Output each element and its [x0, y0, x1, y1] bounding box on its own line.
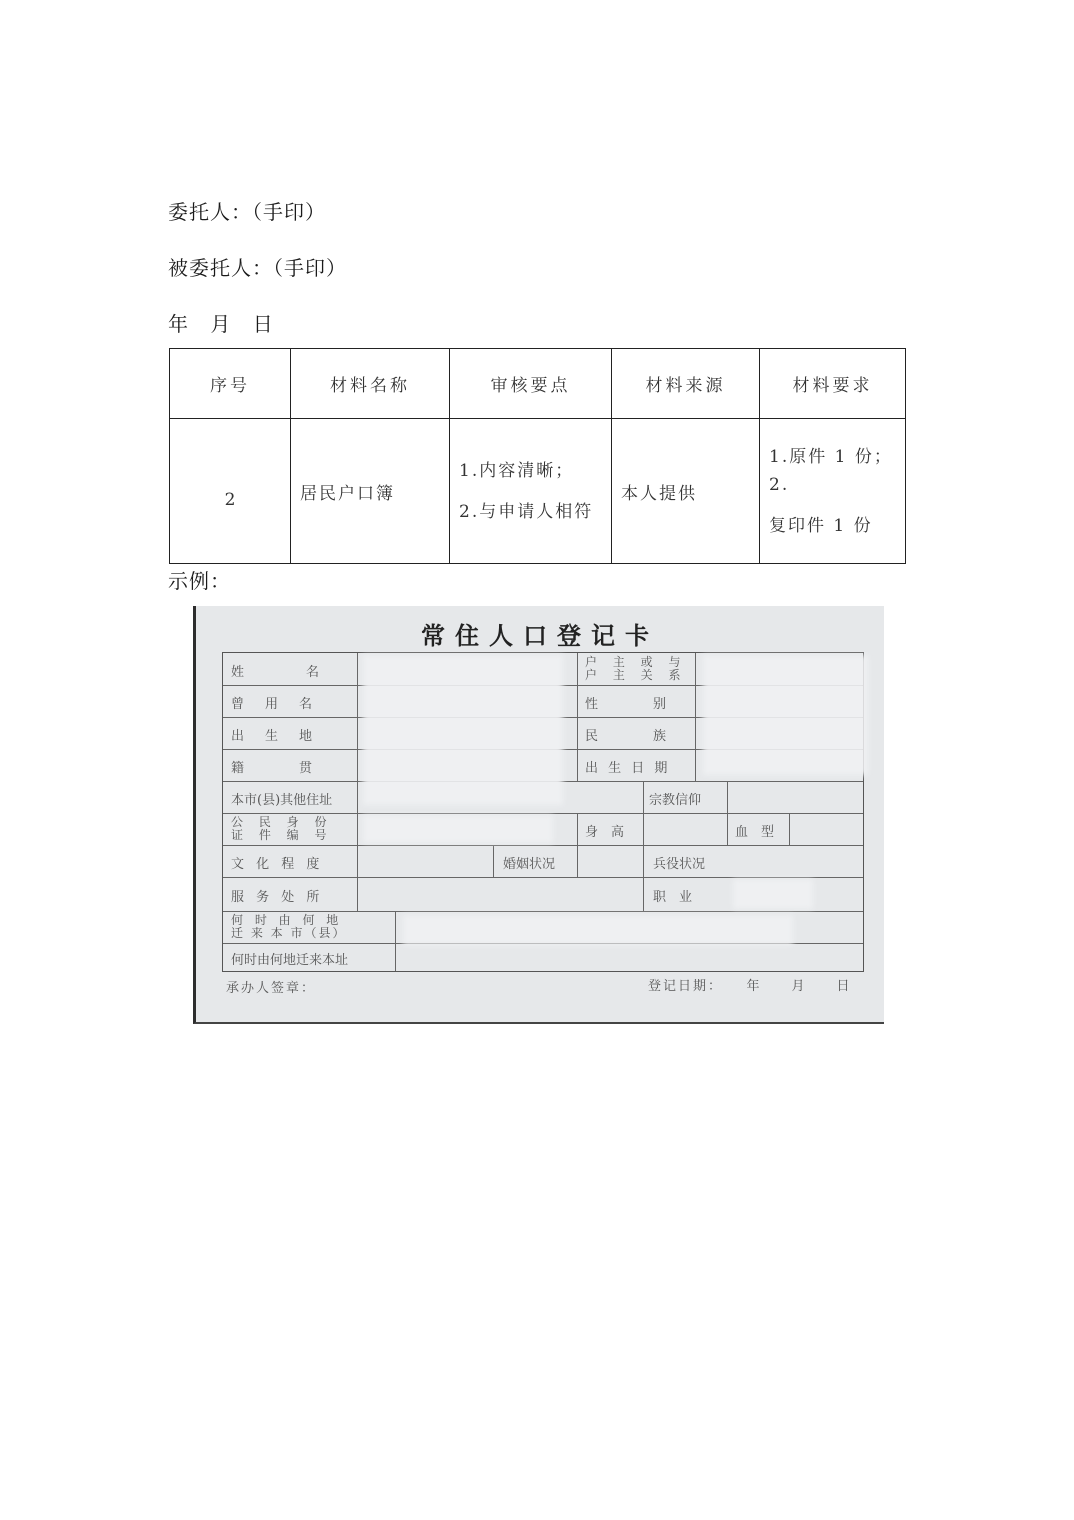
cell-material-name: 居民户口簿	[291, 419, 450, 564]
label-occupation: 职 业	[653, 890, 693, 905]
label-relation-1: 户 主 或 与	[585, 655, 687, 669]
cell-index: 2	[170, 419, 291, 564]
label-birth-date: 出 生 日 期	[585, 761, 671, 776]
review-point-1: 1.内容清晰；	[459, 460, 575, 481]
label-moved-address: 何时由何地迁来本址	[231, 953, 349, 968]
cell-review-points	[450, 419, 612, 564]
label-name: 姓 名	[231, 665, 322, 680]
label-height: 身 高	[585, 825, 625, 840]
principal-line: 委托人：（手印）	[168, 200, 326, 224]
grid-line	[695, 653, 696, 781]
materials-table	[169, 348, 906, 564]
label-moved-2: 迁 来 本 市（县）	[231, 926, 347, 940]
label-moved-1: 何 时 由 何 地	[231, 913, 343, 927]
example-label: 示例：	[168, 569, 231, 593]
redaction-blur	[403, 915, 793, 945]
card-registration-date: 登记日期： 年 月 日	[648, 979, 852, 994]
label-blood-type: 血 型	[735, 825, 775, 840]
card-grid	[222, 652, 864, 972]
grid-line	[223, 845, 863, 846]
label-military: 兵役状况	[653, 857, 706, 872]
grid-line	[493, 845, 494, 877]
label-id-1: 公 民 身 份	[231, 815, 333, 829]
requirement-1: 1.原件 1 份；2.	[769, 446, 893, 495]
registration-card-image	[193, 606, 884, 1024]
header-source: 材料来源	[612, 349, 760, 419]
label-education: 文 化 程 度	[231, 857, 324, 872]
redaction-blur	[363, 655, 563, 805]
label-religion: 宗教信仰	[649, 793, 702, 808]
grid-line	[357, 653, 358, 911]
grid-line	[577, 813, 578, 877]
label-gender: 性 别	[585, 697, 671, 712]
grid-line	[223, 911, 863, 912]
grid-line	[789, 813, 790, 845]
header-index: 序号	[170, 349, 291, 419]
grid-line	[223, 813, 863, 814]
label-ethnicity: 民 族	[585, 729, 671, 744]
grid-line	[577, 653, 578, 781]
grid-line	[643, 781, 644, 911]
label-native-place: 籍 贯	[231, 761, 317, 776]
redaction-blur	[733, 879, 813, 909]
label-id-2: 证 件 编 号	[231, 828, 333, 842]
cell-requirements	[760, 419, 906, 564]
card-handler-signature: 承办人签章：	[226, 981, 317, 996]
label-used-name: 曾 用 名	[231, 697, 317, 712]
agent-line: 被委托人：（手印）	[168, 256, 347, 280]
header-material-name: 材料名称	[291, 349, 450, 419]
header-review-points: 审核要点	[450, 349, 612, 419]
label-marital: 婚姻状况	[503, 857, 556, 872]
redaction-blur	[363, 815, 553, 843]
label-other-address: 本市(县)其他住址	[231, 793, 333, 808]
table-header-row	[170, 349, 906, 419]
label-relation-2: 户 主 关 系	[585, 668, 687, 682]
label-workplace: 服 务 处 所	[231, 890, 324, 905]
label-birthplace: 出 生 地	[231, 729, 317, 744]
table-row	[170, 419, 906, 564]
requirement-2: 复印件 1 份	[769, 515, 873, 536]
grid-line	[223, 877, 863, 878]
grid-line	[395, 911, 396, 971]
card-title: 常住人口登记卡	[421, 621, 659, 650]
redaction-blur	[703, 655, 868, 775]
review-point-2: 2.与申请人相符	[459, 501, 594, 522]
grid-line	[727, 781, 728, 845]
header-requirements: 材料要求	[760, 349, 906, 419]
cell-source: 本人提供	[612, 419, 760, 564]
date-line: 年 月 日	[168, 312, 281, 336]
